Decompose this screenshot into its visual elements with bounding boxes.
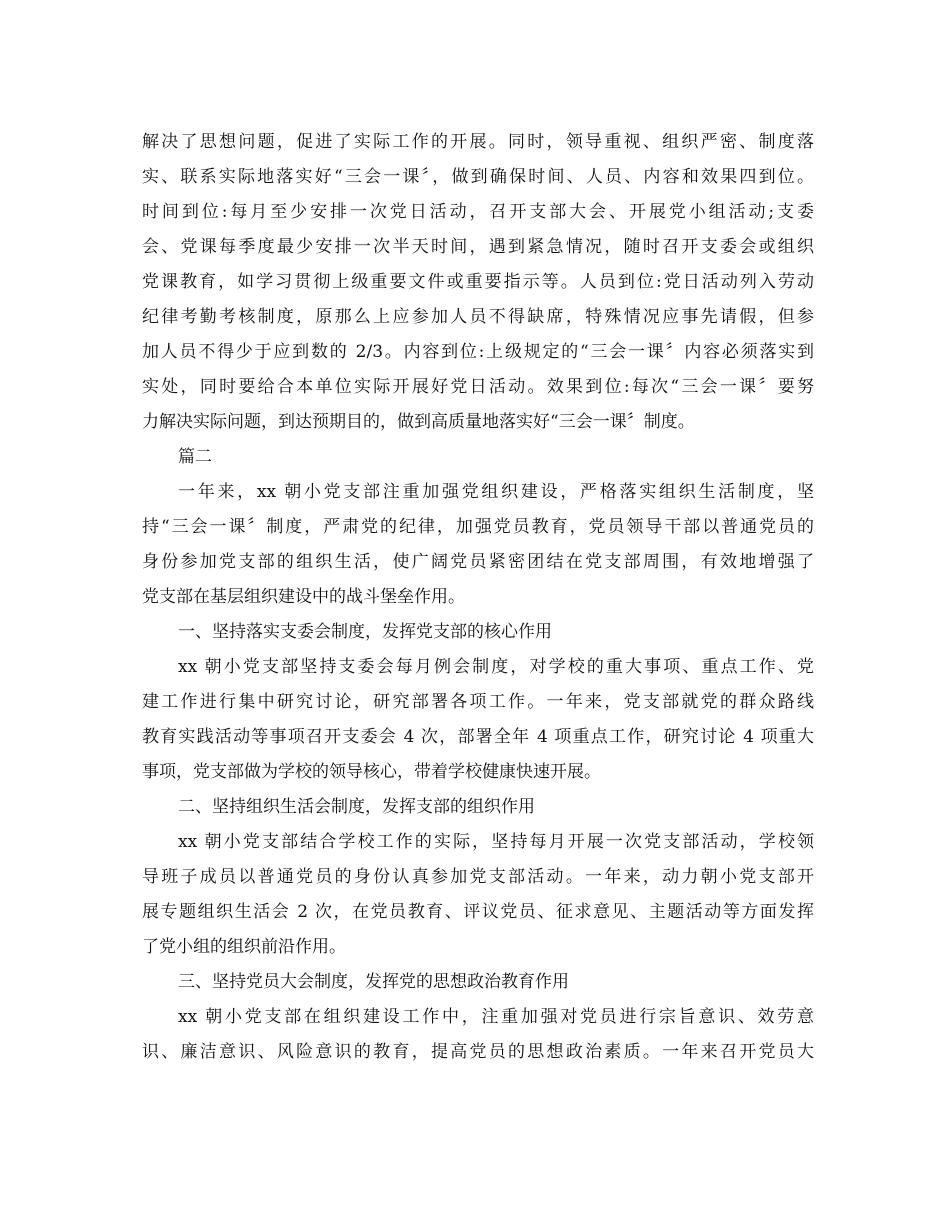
text-line: 一年来，xx 朝小党支部注重加强党组织建设，严格落实组织生活制度，坚 [178, 482, 814, 502]
text-line: 加人员不得少于应到数的 2/3。内容到位:上级规定的“三会一课〞内容必须落实到 [142, 342, 814, 362]
text-line: 解决了思想问题，促进了实际工作的开展。同时，领导重视、组织严密、制度落 [142, 132, 814, 152]
section-heading: 二、坚持组织生活会制度，发挥支部的组织作用 [178, 797, 535, 817]
text-line: 时间到位:每月至少安排一次党日活动，召开支部大会、开展党小组活动;支委 [142, 202, 814, 222]
section-heading: 一、坚持落实支委会制度，发挥党支部的核心作用 [178, 622, 552, 642]
section-heading: 三、坚持党员大会制度，发挥党的思想政治教育作用 [178, 972, 569, 992]
text-line: 识、廉洁意识、风险意识的教育，提高党员的思想政治素质。一年来召开党员大 [142, 1042, 814, 1062]
text-line: xx 朝小党支部坚持支委会每月例会制度，对学校的重大事项、重点工作、党 [178, 657, 814, 677]
text-line: 导班子成员以普通党员的身份认真参加党支部活动。一年来，动力朝小党支部开 [142, 867, 814, 887]
text-line: 党课教育，如学习贯彻上级重要文件或重要指示等。人员到位:党日活动列入劳动 [142, 272, 814, 292]
text-line: 持“三会一课〞制度，严肃党的纪律，加强党员教育，党员领导干部以普通党员的 [142, 517, 814, 537]
section-heading: 篇二 [178, 447, 212, 467]
text-line: 身份参加党支部的组织生活，使广阔党员紧密团结在党支部周围，有效地增强了 [142, 552, 814, 572]
text-line: 党支部在基层组织建设中的战斗堡垒作用。 [142, 587, 465, 607]
text-line: 展专题组织生活会 2 次，在党员教育、评议党员、征求意见、主题活动等方面发挥 [142, 902, 814, 922]
text-line: xx 朝小党支部结合学校工作的实际，坚持每月开展一次党支部活动，学校领 [178, 832, 814, 852]
text-line: 纪律考勤考核制度，原那么上应参加人员不得缺席，特殊情况应事先请假，但参 [142, 307, 814, 327]
text-line: 建工作进行集中研究讨论，研究部署各项工作。一年来，党支部就党的群众路线 [142, 692, 814, 712]
text-line: 了党小组的组织前沿作用。 [142, 937, 346, 957]
text-line: 实、联系实际地落实好“三会一课〞，做到确保时间、人员、内容和效果四到位。 [142, 167, 814, 187]
text-line: 力解决实际问题，到达预期目的，做到高质量地落实好“三会一课〞制度。 [142, 412, 695, 432]
text-line: xx 朝小党支部在组织建设工作中，注重加强对党员进行宗旨意识、效劳意 [178, 1007, 814, 1027]
text-line: 会、党课每季度最少安排一次半天时间，遇到紧急情况，随时召开支委会或组织 [142, 237, 814, 257]
text-line: 事项，党支部做为学校的领导核心，带着学校健康快速开展。 [142, 762, 601, 782]
text-line: 教育实践活动等事项召开支委会 4 次，部署全年 4 项重点工作，研究讨论 4 项重大 [142, 727, 814, 747]
text-line: 实处，同时要给合本单位实际开展好党日活动。效果到位:每次“三会一课〞要努 [142, 377, 814, 397]
